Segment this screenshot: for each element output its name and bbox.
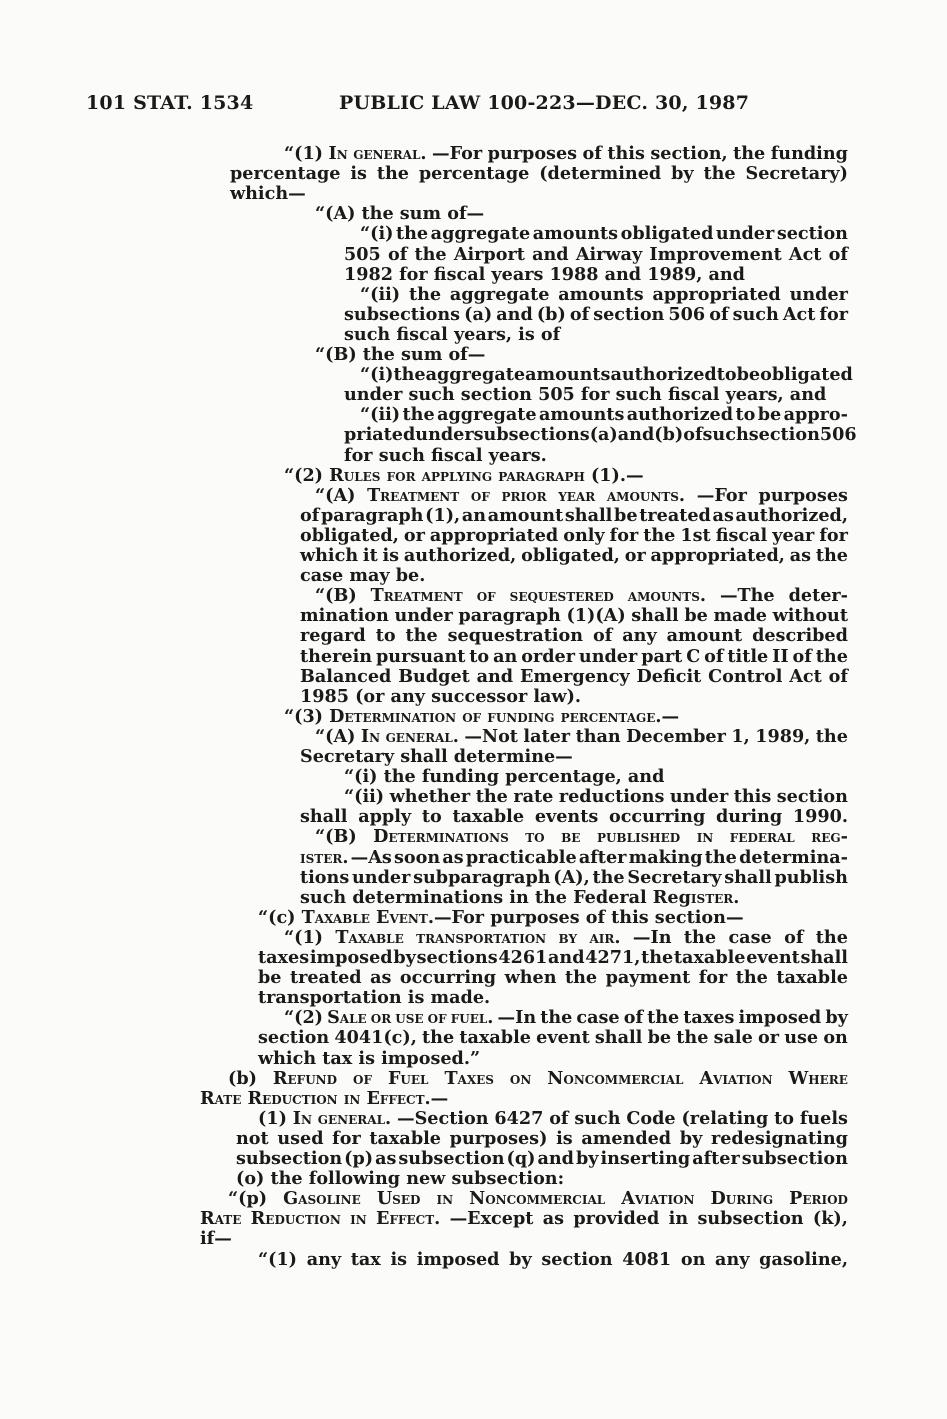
text-line: 1982 for fiscal years 1988 and 1989, and	[344, 263, 745, 285]
text-line: “(i) the aggregate amounts obligated under section	[360, 223, 848, 245]
text-line: which—	[230, 183, 306, 205]
text-line: if—	[200, 1228, 232, 1250]
text-line: of paragraph (1), an amount shall be treated as authorized,	[300, 504, 848, 526]
text-line: percentage is the percentage (determined by the Secretary)	[230, 163, 848, 185]
text-line: subsection (p) as subsection (q) and by inserting after subsection	[236, 1148, 848, 1169]
text-line: for such fiscal years.	[344, 444, 547, 466]
text-line: 505 of the Airport and Airway Improvement Act of	[344, 243, 848, 265]
text-line: (o) the following new subsection:	[236, 1168, 565, 1190]
text-line: not used for taxable purposes) is amended by redesignating	[236, 1127, 848, 1149]
text-line: transportation is made.	[258, 987, 491, 1009]
text-line: Secretary shall determine—	[300, 746, 573, 767]
text-line: “(p) Gasoline Used in Noncommercial Aviation During Period	[228, 1188, 848, 1210]
text-line: tions under subparagraph (A), the Secretary shall publish	[300, 866, 848, 888]
text-line: section 4041(c), the taxable event shall be the sale or use on	[258, 1027, 848, 1049]
text-line: “(1) In general. —For purposes of this section, the funding	[284, 143, 848, 164]
text-line: “(i) the aggregate amounts authorized to be obligated	[360, 364, 853, 386]
text-line: case may be.	[300, 565, 426, 587]
text-line: (b) Refund of Fuel Taxes on Noncommercial Aviation Where	[228, 1067, 848, 1089]
text-line: which it is authorized, obligated, or appropriated, as the	[300, 545, 848, 566]
text-line: “(A) the sum of—	[315, 203, 485, 225]
text-line: “(c) Taxable Event.—For purposes of this section—	[258, 906, 744, 928]
text-line: ister. —As soon as practicable after making the determina-	[300, 846, 848, 868]
text-line: shall apply to taxable events occurring during 1990.	[300, 806, 848, 828]
text-line: which tax is imposed.”	[258, 1047, 481, 1069]
text-line: “(A) In general. —Not later than December 1, 1989, the	[315, 725, 848, 747]
text-line: subsections (a) and (b) of section 506 of such Act for	[344, 303, 848, 325]
text-line: “(1) any tax is imposed by section 4081 on any gasoline,	[258, 1248, 848, 1270]
text-line: obligated, or appropriated only for the 1st fiscal year for	[300, 524, 848, 546]
text-line: Rate Reduction in Effect.—	[200, 1087, 449, 1109]
text-line: “(2) Rules for applying paragraph (1).—	[284, 464, 644, 486]
text-line: “(1) Taxable transportation by air. —In the case of the	[284, 926, 848, 948]
text-line: therein pursuant to an order under part C of title II of the	[300, 645, 848, 667]
text-line: “(A) Treatment of prior year amounts. —For purposes	[315, 484, 848, 506]
text-line: (1) In general. —Section 6427 of such Code (relating to fuels	[258, 1107, 848, 1129]
text-line: be treated as occurring when the payment for the taxable	[258, 967, 848, 989]
text-line: such determinations in the Federal Register.	[300, 886, 740, 908]
text-line: “(ii) the aggregate amounts appropriated under	[360, 283, 848, 305]
text-line: “(ii) whether the rate reductions under this section	[344, 786, 848, 808]
text-line: such fiscal years, is of	[344, 323, 561, 345]
text-line: Balanced Budget and Emergency Deficit Control Act of	[300, 665, 848, 687]
text-line: “(B) Treatment of sequestered amounts. —The deter-	[315, 585, 848, 607]
text-line: Rate Reduction in Effect. —Except as provided in subsection (k),	[200, 1208, 848, 1230]
text-line: “(B) Determinations to be published in federal reg-	[315, 826, 848, 848]
text-line: “(ii) the aggregate amounts authorized to be appro-	[360, 404, 848, 426]
text-line: under such section 505 for such fiscal years, and	[344, 384, 827, 406]
text-line: 1985 (or any successor law).	[300, 685, 582, 707]
text-line: “(3) Determination of funding percentage.—	[284, 705, 680, 727]
statute-page-number: 101 STAT. 1534	[86, 92, 254, 114]
public-law-citation: PUBLIC LAW 100-223—DEC. 30, 1987	[339, 92, 750, 114]
text-line: priated under subsections (a) and (b) of such section 506	[344, 424, 857, 446]
text-line: “(B) the sum of—	[315, 344, 486, 365]
text-line: regard to the sequestration of any amount described	[300, 625, 848, 647]
text-line: taxes imposed by sections 4261 and 4271, the taxable event shall	[258, 947, 848, 968]
text-line: mination under paragraph (1)(A) shall be made without	[300, 605, 848, 627]
text-line: “(2) Sale or use of fuel. —In the case of the taxes imposed by	[284, 1007, 848, 1029]
text-line: “(i) the funding percentage, and	[344, 766, 665, 788]
